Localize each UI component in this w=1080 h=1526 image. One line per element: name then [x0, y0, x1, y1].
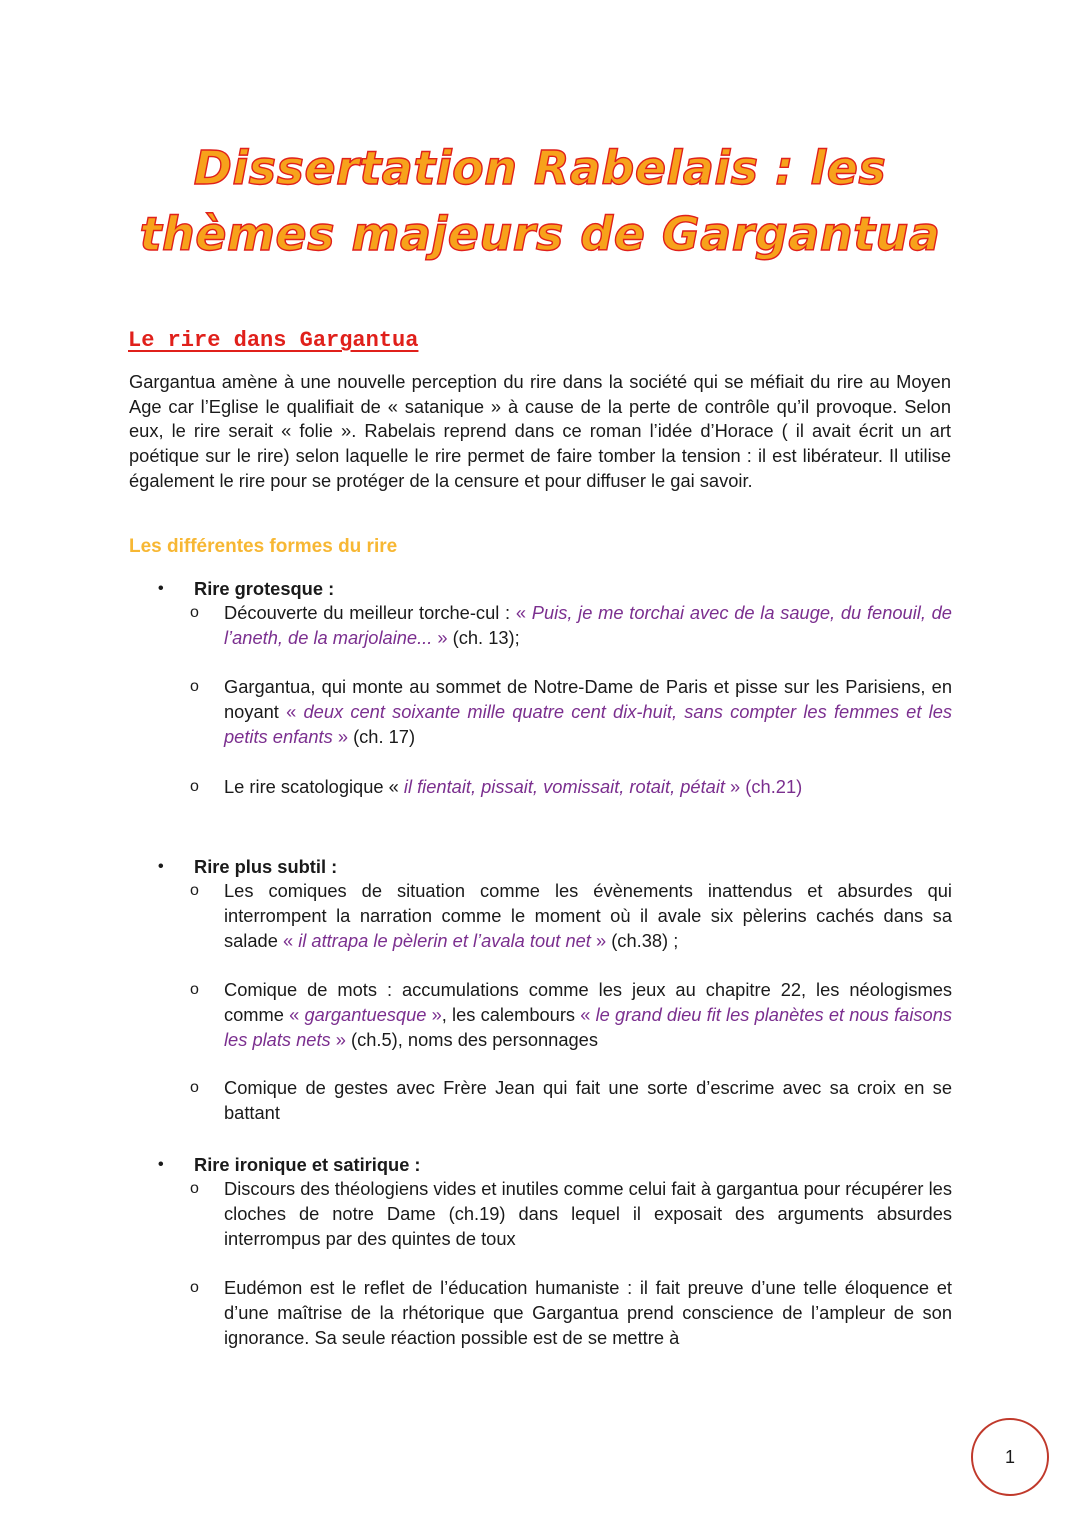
item-text: Comique de mots : accumulations comme les jeux au chapitre 22, les néologismes comme — [224, 979, 952, 1025]
circle-bullet-icon: o — [190, 981, 199, 998]
list-item — [190, 775, 952, 800]
item-text: Les comiques de situation comme les évènements inattendus et absurdes qui interrompent la narration comme le moment où il avale six pèlerins cachés dans sa salade — [224, 880, 952, 951]
circle-bullet-icon: o — [190, 778, 199, 795]
quote-mark: » — [432, 626, 448, 648]
group-ironic — [158, 1152, 958, 1348]
quote-mark: » — [332, 725, 348, 747]
list-item — [190, 879, 952, 953]
group-grotesque — [158, 576, 958, 797]
item-text: Découverte du meilleur torche-cul : — [224, 602, 516, 623]
list-item — [190, 978, 953, 1052]
quote-mark: « — [580, 1003, 596, 1025]
page-number-badge — [971, 1418, 1049, 1496]
quote-mark: » — [330, 1028, 346, 1050]
list-item — [190, 601, 952, 651]
quote-text: le grand dieu fit les planètes et nous faisons les plats nets — [224, 1003, 953, 1050]
circle-bullet-icon: o — [190, 1079, 199, 1096]
item-text: Comique de gestes avec Frère Jean qui fait une sorte d’escrime avec sa croix en se battant — [224, 1077, 952, 1123]
group-label: Rire grotesque : — [194, 578, 335, 599]
quote-text: il attrapa le pèlerin et l’avala tout net — [298, 929, 591, 951]
quote-mark: » — [590, 929, 607, 951]
circle-bullet-icon: o — [190, 604, 199, 621]
circle-bullet-icon: o — [190, 882, 199, 899]
item-text: Le rire scatologique « — [224, 776, 404, 797]
quote-text: Puis, je me torchai avec de la sauge, du fenouil, de l’aneth, de la marjolaine... — [224, 602, 952, 648]
list-item — [190, 1177, 952, 1251]
page-number: 1 — [1004, 1446, 1015, 1467]
quote-text: gargantuesque — [304, 1003, 427, 1025]
document-title — [0, 135, 1080, 267]
quote-text: il fientait, pissait, vomissait, rotait, pétait — [403, 776, 725, 797]
list-item — [190, 1276, 952, 1350]
item-text: (ch. 13); — [447, 626, 520, 648]
quote-mark: « — [286, 700, 304, 722]
bullet-icon: • — [158, 1156, 164, 1173]
list-item — [190, 1076, 952, 1126]
bullet-icon: • — [158, 580, 164, 597]
item-text: (ch.38) ; — [606, 929, 679, 951]
intro-paragraph: Gargantua amène à une nouvelle perception du rire dans la société qui se méfiait du rire au Moyen Age car l’Eglise le qualifiait de « satanique » à cause de la perte de contrôle qu’il provoque. Selon eux, le rire serait « folie ». Rabelais reprend dans ce roman l’idée d’Horace ( il avait écrit un art poétique sur le rire) selon laquelle le rire permet de faire tomber la tension : il est libérateur. Il utilise également le rire pour se protéger de la censure et pour diffuser le gai savoir. — [129, 371, 951, 491]
item-text: Gargantua, qui monte au sommet de Notre-Dame de Paris et pisse sur les Parisiens, en noyant — [224, 676, 952, 722]
item-text: Eudémon est le reflet de l’éducation humaniste : il fait preuve d’une telle éloquence et d’une maîtrise de la rhétorique que Gargantua prend conscience de l’ampleur de son ignorance. Sa seule réaction possible est de se mettre à — [224, 1277, 952, 1348]
bullet-icon: • — [158, 858, 164, 875]
group-label: Rire ironique et satirique : — [194, 1154, 421, 1175]
quote-text: deux cent soixante mille quatre cent dix-huit, sans compter les femmes et les petits enfants — [224, 700, 952, 747]
group-subtle — [158, 854, 958, 1123]
quote-mark: « — [282, 929, 299, 951]
quote-mark: « — [515, 602, 532, 623]
item-text: , les calembours — [441, 1003, 581, 1025]
group-label: Rire plus subtil : — [194, 856, 338, 877]
item-text: (ch.5), noms des personnages — [345, 1028, 598, 1050]
quote-mark: » — [724, 776, 741, 797]
item-text: Discours des théologiens vides et inutiles comme celui fait à gargantua pour récupérer les cloches de notre Dame (ch.19) dans lequel il exposait des arguments absurdes interrompus par des quintes de toux — [224, 1178, 952, 1249]
item-text: (ch.21) — [740, 776, 803, 797]
circle-bullet-icon: o — [190, 1279, 199, 1296]
quote-mark: » — [426, 1003, 442, 1025]
quote-mark: « — [289, 1003, 305, 1025]
title-line-1: Dissertation Rabelais : les — [193, 141, 887, 195]
item-text: (ch. 17) — [348, 725, 416, 747]
title-line-2: thèmes majeurs de Gargantua — [139, 207, 941, 261]
list-item — [190, 675, 952, 749]
section-heading: Le rire dans Gargantua — [128, 328, 419, 353]
circle-bullet-icon: o — [190, 1180, 199, 1197]
circle-bullet-icon: o — [190, 678, 199, 695]
subheading-forms-of-laughter: Les différentes formes du rire — [129, 536, 398, 557]
